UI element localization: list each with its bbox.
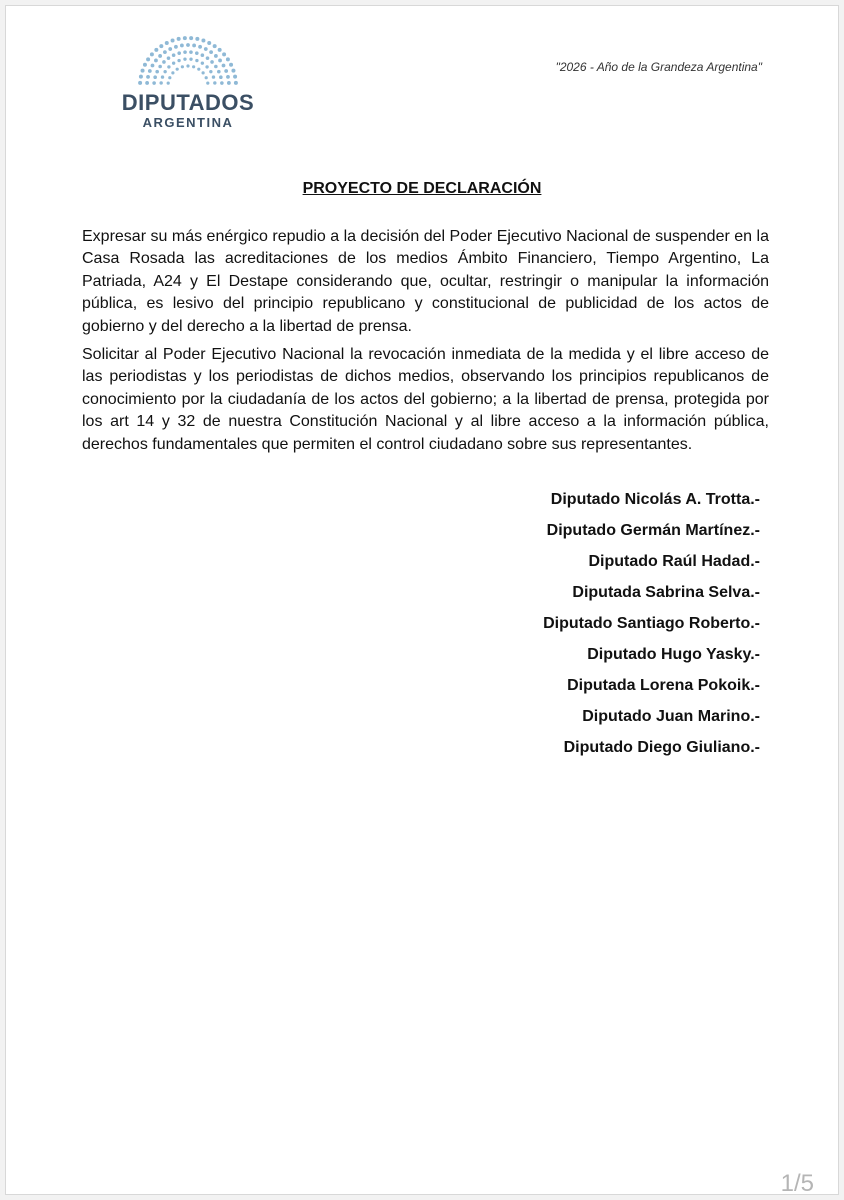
paragraph-1: Expresar su más enérgico repudio a la decisión del Poder Ejecutivo Nacional de suspender en la Casa Rosada las acreditaciones de los medios Ámbito Financiero, Tiempo Argentino, La Patriada, A24 y El Destape considerando que, ocultar, restringir o manipular la información pública, es lesivo del principio republicano y constitucional de publicidad de los actos de gobierno y del derecho a la libertad de prensa. — [82, 228, 769, 335]
signer-name: Diputado Germán Martínez.- — [546, 522, 760, 539]
signer-name: Diputado Juan Marino.- — [582, 708, 760, 725]
page-indicator: 1/5 — [780, 1170, 814, 1197]
diputados-logo — [118, 34, 258, 134]
signer-name: Diputado Santiago Roberto.- — [543, 615, 760, 632]
signer-name: Diputado Diego Giuliano.- — [563, 739, 760, 756]
signer-name: Diputado Hugo Yasky.- — [587, 646, 760, 663]
signers-list — [543, 484, 760, 763]
signer-name: Diputado Nicolás A. Trotta.- — [550, 491, 760, 508]
logo-name: DIPUTADOS — [121, 90, 255, 115]
document-page — [5, 5, 839, 1195]
logo-subtitle: ARGENTINA — [142, 115, 234, 130]
signer-name: Diputado Raúl Hadad.- — [588, 553, 760, 570]
hemicycle-logo-icon — [132, 34, 244, 88]
signer-name: Diputada Sabrina Selva.- — [572, 584, 760, 601]
paragraph-2: Solicitar al Poder Ejecutivo Nacional la revocación inmediata de la medida y el libre acceso de las periodistas y los periodistas de dichos medios, observando los principios republicanos de conocimiento por la ciudadanía de los actos del gobierno; a la libertad de prensa, protegida por los art 14 y 32 de nuestra Constitución Nacional y al libre acceso a la información pública, derechos fundamentales que permiten el control ciudadano sobre sus representantes. — [82, 346, 769, 453]
document-title: PROYECTO DE DECLARACIÓN — [302, 180, 542, 197]
header-motto: "2026 - Año de la Grandeza Argentina" — [555, 60, 762, 74]
signer-name: Diputada Lorena Pokoik.- — [567, 677, 760, 694]
